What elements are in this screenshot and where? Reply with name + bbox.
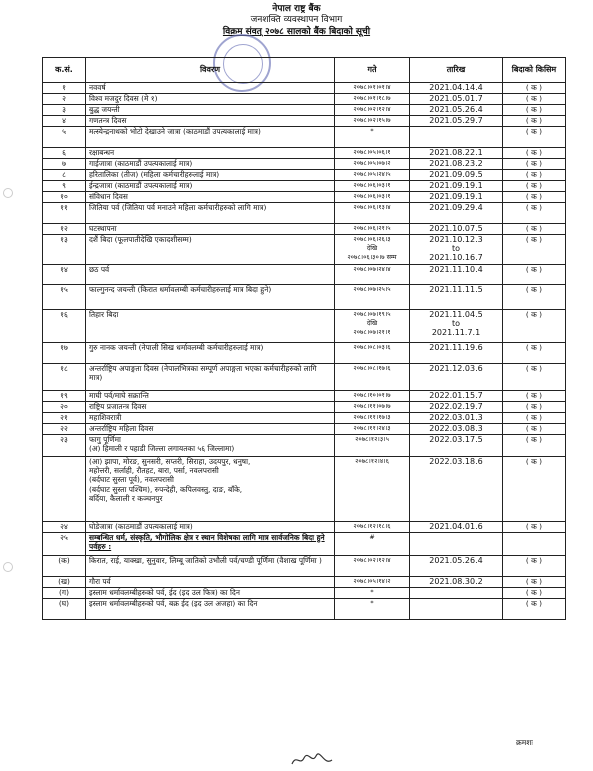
gate-cell: २०७८।११।२४।३ (335, 424, 410, 435)
holiday-type-cell: ( क ) (503, 203, 566, 224)
gate-cell: २०७८।०६।२१।५ (335, 224, 410, 235)
handwritten-signature (290, 752, 334, 771)
description-cell: हरितालिका (तीज) (महिला कर्मचारीहरुलाई मात्र) (86, 170, 335, 181)
description-cell: ईन्द्रजात्रा (काठमाडौं उपत्यकालाई मात्र) (86, 181, 335, 192)
date-cell: 2022.03.08.3 (410, 424, 503, 435)
table-row (43, 424, 566, 435)
table-row (43, 413, 566, 424)
date-cell: 2021.09.19.1 (410, 181, 503, 192)
gate-cell: २०७८।०१।१८।७ (335, 94, 410, 105)
gate-cell: २०७८।०२।१२।४ (335, 105, 410, 116)
date-cell: 2021.04.14.4 (410, 83, 503, 94)
department-name: जनशक्ति व्यवस्थापन विभाग (250, 15, 343, 25)
description-cell: बुद्ध जयन्ती (86, 105, 335, 116)
serial-cell: १७ (43, 343, 86, 364)
serial-cell: (क) (43, 556, 86, 577)
date-cell: 2021.08.30.2 (410, 577, 503, 588)
table-row (43, 391, 566, 402)
date-cell: 2021.05.26.4 (410, 105, 503, 116)
holiday-type-cell: ( क ) (503, 265, 566, 285)
serial-cell: ४ (43, 116, 86, 127)
serial-cell: १६ (43, 310, 86, 343)
description-cell: गुरु नानक जयन्ती (नेपाली सिख धर्मावलम्बी कर्मचारीहरुलाई मात्र) (86, 343, 335, 364)
table-row (43, 343, 566, 364)
date-cell: 2021.08.23.2 (410, 159, 503, 170)
serial-cell: १४ (43, 265, 86, 285)
gate-cell: २०७८।०५।०७।२ (335, 159, 410, 170)
holiday-type-cell: ( क ) (503, 105, 566, 116)
serial-cell: १ (43, 83, 86, 94)
table-row (43, 588, 566, 599)
description-cell: घटस्थापना (86, 224, 335, 235)
column-header-holiday-type: बिदाको किसिम (503, 58, 566, 83)
holiday-type-cell: ( क ) (503, 588, 566, 599)
holiday-table (42, 57, 566, 620)
description-cell: नववर्ष (86, 83, 335, 94)
gate-cell: २०७८।०२।१५।७ (335, 116, 410, 127)
serial-cell: ६ (43, 148, 86, 159)
holiday-type-cell: ( क ) (503, 577, 566, 588)
gate-cell: २०७८।११।०७।७ (335, 402, 410, 413)
description-cell: संविधान दिवस (86, 192, 335, 203)
serial-cell (43, 457, 86, 522)
holiday-type-cell: ( क ) (503, 159, 566, 170)
holiday-type-cell: ( क ) (503, 116, 566, 127)
serial-cell: २३ (43, 435, 86, 457)
date-cell (410, 127, 503, 148)
gate-cell: २०७८।१०।०१।७ (335, 391, 410, 402)
binder-hole-mark (3, 562, 13, 572)
gate-cell: २०७८।०८।०३।६ (335, 343, 410, 364)
serial-cell: ५ (43, 127, 86, 148)
holiday-type-cell: ( क ) (503, 192, 566, 203)
description-cell: घोडेजात्रा (काठमाडौं उपत्यकालाई मात्र) (86, 522, 335, 533)
date-cell (410, 599, 503, 620)
description-cell: छठ पर्व (86, 265, 335, 285)
serial-cell: ९ (43, 181, 86, 192)
table-row (43, 170, 566, 181)
gate-cell: * (335, 588, 410, 599)
table-row (43, 192, 566, 203)
serial-cell: १९ (43, 391, 86, 402)
date-cell: 2021.11.11.5 (410, 285, 503, 310)
serial-cell: (ख) (43, 577, 86, 588)
description-cell: दशैं बिदा (फूलपातीदेखि एकादशीसम्म) (86, 235, 335, 265)
serial-cell: ३ (43, 105, 86, 116)
table-row (43, 599, 566, 620)
description-cell: इस्लाम धर्मावलम्बीहरुको पर्व, बक्र ईद (इद उल अजहा) का दिन (86, 599, 335, 620)
date-cell: 2022.02.19.7 (410, 402, 503, 413)
gate-cell: २०७८।०७।२४।४ (335, 265, 410, 285)
holiday-type-cell: ( क ) (503, 148, 566, 159)
table-row (43, 116, 566, 127)
table-row (43, 265, 566, 285)
table-row (43, 310, 566, 343)
date-cell (410, 588, 503, 599)
description-cell: फाल्गुनन्द जयन्ती (किरात धर्मावलम्बी कर्मचारीहरुलाई मात्र बिदा हुने) (86, 285, 335, 310)
holiday-type-cell: ( क ) (503, 170, 566, 181)
column-header-gate: गते (335, 58, 410, 83)
column-header-description: विवरण (86, 58, 335, 83)
gate-cell: २०७८।१२।१८।६ (335, 522, 410, 533)
table-row (43, 224, 566, 235)
holiday-type-cell: ( क ) (503, 556, 566, 577)
description-cell: सम्बन्धित धर्म, संस्कृति, भौगोलिक क्षेत्र र स्थान विशेषका लागि मात्र सार्वजनिक बिदा हुने पर्वहरु : (86, 533, 335, 556)
continued-label: क्रमशः (516, 738, 533, 747)
holiday-type-cell: ( क ) (503, 364, 566, 391)
table-row (43, 533, 566, 556)
date-cell: 2021.05.29.7 (410, 116, 503, 127)
page-title: विक्रम संवत् २०७८ सालको बैंक बिदाको सूची (222, 27, 371, 37)
table-row (43, 402, 566, 413)
description-cell: तिहार बिदा (86, 310, 335, 343)
table-row (43, 94, 566, 105)
description-cell: गौरा पर्व (86, 577, 335, 588)
serial-cell: २२ (43, 424, 86, 435)
description-cell: (आ) झापा, मोरङ, सुनसरी, सप्तरी, सिराहा, उदयपुर, धनुषा, महोत्तरी, सर्लाही, रौतहट, बारा, पर्सा, नवलपरासी (बर्दघाट सुस्ता पूर्व), नवलपरासी (बर्दघाट सुस्ता पश्चिम), रुपन्देही, कपिलवस्तु, दाङ, बाँके, बर्दिया, कैलाली र कञ्चनपुर (86, 457, 335, 522)
date-cell: 2021.10.12.3 to 2021.10.16.7 (410, 235, 503, 265)
holiday-type-cell (503, 533, 566, 556)
holiday-type-cell: ( क ) (503, 457, 566, 522)
gate-cell: २०७८।०१।०१।४ (335, 83, 410, 94)
description-cell: अन्तर्राष्ट्रिय अपाङ्गता दिवस (नेपालभित्रका सम्पूर्ण अपाङ्गता भएका कर्मचारीहरुको लागि मात्र) (86, 364, 335, 391)
holiday-type-cell: ( क ) (503, 413, 566, 424)
serial-cell: १३ (43, 235, 86, 265)
table-row (43, 83, 566, 94)
gate-cell: २०७८।०६।०३।१ (335, 192, 410, 203)
holiday-type-cell: ( क ) (503, 127, 566, 148)
binder-hole-mark (3, 188, 13, 198)
holiday-type-cell: ( क ) (503, 224, 566, 235)
table-row (43, 127, 566, 148)
date-cell: 2021.09.29.4 (410, 203, 503, 224)
gate-cell: २०७८।०६।१३।४ (335, 203, 410, 224)
table-row (43, 235, 566, 265)
serial-cell: २० (43, 402, 86, 413)
date-cell: 2022.03.17.5 (410, 435, 503, 457)
description-cell: अन्तर्राष्ट्रिय महिला दिवस (86, 424, 335, 435)
description-cell: इस्लाम धर्मावलम्बीहरुको पर्व, ईद (इद उल फित्र) का दिन (86, 588, 335, 599)
date-cell: 2021.11.19.6 (410, 343, 503, 364)
table-row (43, 148, 566, 159)
serial-cell: ७ (43, 159, 86, 170)
gate-cell: २०७८।०७।१९।५ देखि २०७८।०७।२१।१ (335, 310, 410, 343)
date-cell: 2022.01.15.7 (410, 391, 503, 402)
date-cell: 2022.03.01.3 (410, 413, 503, 424)
bank-name: नेपाल राष्ट्र बैंक (272, 4, 321, 14)
holiday-type-cell: ( क ) (503, 522, 566, 533)
serial-cell: ८ (43, 170, 86, 181)
date-cell (410, 533, 503, 556)
table-row (43, 364, 566, 391)
column-header-serial: क.सं. (43, 58, 86, 83)
holiday-type-cell: ( क ) (503, 285, 566, 310)
table-header-row (43, 58, 566, 83)
table-row (43, 522, 566, 533)
gate-cell: २०७८।०६।०३।१ (335, 181, 410, 192)
holiday-type-cell: ( क ) (503, 391, 566, 402)
gate-cell: २०७८।०५।१४।२ (335, 577, 410, 588)
description-cell: फागु पूर्णिमा (अ) हिमाली र पहाडी जिल्ला लगायतका ५६ जिल्लामा) (86, 435, 335, 457)
gate-cell: २०७८।१२।३।५ (335, 435, 410, 457)
table-row (43, 203, 566, 224)
gate-cell: * (335, 599, 410, 620)
description-cell: जितिया पर्व (जितिया पर्व मनाउने महिला कर्मचारीहरुको लागि मात्र) (86, 203, 335, 224)
gate-cell: # (335, 533, 410, 556)
holiday-type-cell: ( क ) (503, 435, 566, 457)
date-cell: 2021.05.26.4 (410, 556, 503, 577)
holiday-type-cell: ( क ) (503, 94, 566, 105)
serial-cell: (घ) (43, 599, 86, 620)
serial-cell: २५ (43, 533, 86, 556)
serial-cell: ११ (43, 203, 86, 224)
date-cell: 2021.10.07.5 (410, 224, 503, 235)
holiday-type-cell: ( क ) (503, 310, 566, 343)
serial-cell: २१ (43, 413, 86, 424)
gate-cell: २०७८।०२।१२।४ (335, 556, 410, 577)
date-cell: 2022.03.18.6 (410, 457, 503, 522)
serial-cell: १५ (43, 285, 86, 310)
date-cell: 2021.04.01.6 (410, 522, 503, 533)
table-row (43, 457, 566, 522)
holiday-type-cell: ( क ) (503, 424, 566, 435)
description-cell: किरात, राई, याक्खा, सुनुवार, लिम्बू जातिको उभौली पर्व/चण्डी पूर्णिमा (वैशाख पूर्णिमा ) (86, 556, 335, 577)
table-row (43, 105, 566, 116)
date-cell: 2021.09.19.1 (410, 192, 503, 203)
column-header-date: तारिख (410, 58, 503, 83)
description-cell: राष्ट्रिय प्रजातन्त्र दिवस (86, 402, 335, 413)
table-row (43, 285, 566, 310)
description-cell: विश्व मजदुर दिवस (मे १) (86, 94, 335, 105)
date-cell: 2021.11.04.5 to 2021.11.7.1 (410, 310, 503, 343)
serial-cell: २४ (43, 522, 86, 533)
serial-cell: १८ (43, 364, 86, 391)
holiday-type-cell: ( क ) (503, 181, 566, 192)
description-cell: महाशिवरात्री (86, 413, 335, 424)
table-row (43, 181, 566, 192)
description-cell: रक्षाबन्धन (86, 148, 335, 159)
date-cell: 2021.09.09.5 (410, 170, 503, 181)
serial-cell: (ग) (43, 588, 86, 599)
gate-cell: २०७८।०७।२५।५ (335, 285, 410, 310)
serial-cell: १२ (43, 224, 86, 235)
date-cell: 2021.11.10.4 (410, 265, 503, 285)
serial-cell: २ (43, 94, 86, 105)
holiday-type-cell: ( क ) (503, 343, 566, 364)
description-cell: मत्स्येन्द्रनाथको भोटो देखाउने जात्रा (काठमाडौं उपत्यकालाई मात्र) (86, 127, 335, 148)
table-row (43, 159, 566, 170)
gate-cell: २०७८।११।१७।३ (335, 413, 410, 424)
date-cell: 2021.12.03.6 (410, 364, 503, 391)
holiday-type-cell: ( क ) (503, 402, 566, 413)
gate-cell: २०७८।१२।४।६ (335, 457, 410, 522)
holiday-type-cell: ( क ) (503, 83, 566, 94)
date-cell: 2021.08.22.1 (410, 148, 503, 159)
holiday-type-cell: ( क ) (503, 235, 566, 265)
table-row (43, 556, 566, 577)
description-cell: गाईजात्रा (काठमाडौं उपत्यकालाई मात्र) (86, 159, 335, 170)
table-row (43, 577, 566, 588)
gate-cell: २०७८।०६।२६।३ देखि २०७८।०६।३०।७ सम्म (335, 235, 410, 265)
gate-cell: २०७८।०५।२४।५ (335, 170, 410, 181)
table-row (43, 435, 566, 457)
description-cell: गणतन्त्र दिवस (86, 116, 335, 127)
serial-cell: १० (43, 192, 86, 203)
gate-cell: २०७८।०५।०६।१ (335, 148, 410, 159)
gate-cell: * (335, 127, 410, 148)
description-cell: माघी पर्व/माघे सक्रान्ति (86, 391, 335, 402)
date-cell: 2021.05.01.7 (410, 94, 503, 105)
gate-cell: २०७८।०८।१७।६ (335, 364, 410, 391)
holiday-type-cell: ( क ) (503, 599, 566, 620)
